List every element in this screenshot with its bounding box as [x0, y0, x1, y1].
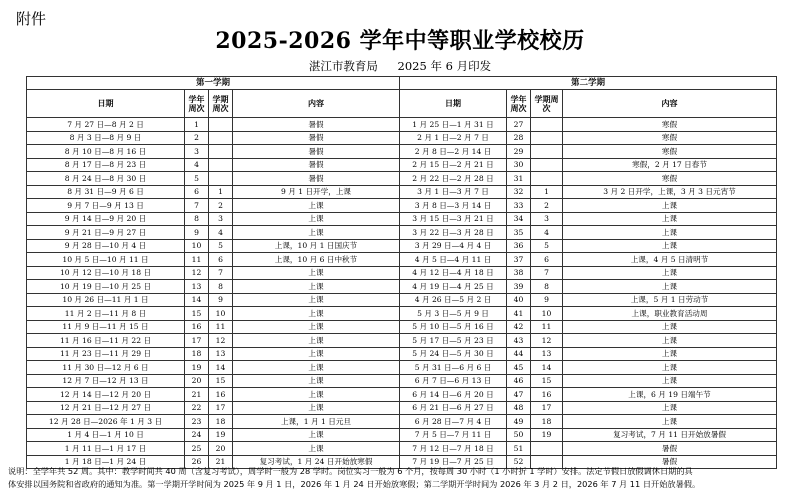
content-cell: 寒假 — [563, 118, 777, 132]
content-cell: 上课 — [233, 280, 400, 294]
school-week-cell: 28 — [507, 131, 531, 145]
column-header-row — [27, 90, 777, 118]
content-cell: 复习考试，1 月 24 日开始放寒假 — [233, 455, 400, 469]
term-week-cell — [531, 118, 563, 132]
content-cell: 上课，10 月 6 日中秋节 — [233, 253, 400, 267]
term-week-cell: 3 — [531, 212, 563, 226]
school-week-cell: 43 — [507, 334, 531, 348]
school-week-cell: 19 — [185, 361, 209, 375]
date-cell: 10 月 26 日—11 月 1 日 — [27, 293, 185, 307]
content-cell: 上课 — [563, 415, 777, 429]
table-row — [27, 131, 777, 145]
date-cell: 8 月 10 日—8 月 16 日 — [27, 145, 185, 159]
date-cell: 3 月 15 日—3 月 21 日 — [400, 212, 507, 226]
term-week-cell: 15 — [531, 374, 563, 388]
school-week-cell: 41 — [507, 307, 531, 321]
date-cell: 12 月 14 日—12 月 20 日 — [27, 388, 185, 402]
table-row — [27, 347, 777, 361]
date-cell: 8 月 31 日—9 月 6 日 — [27, 185, 185, 199]
content-cell: 上课 — [563, 239, 777, 253]
date-cell: 2 月 8 日—2 月 14 日 — [400, 145, 507, 159]
date-cell: 11 月 16 日—11 月 22 日 — [27, 334, 185, 348]
term-week-cell: 7 — [209, 266, 233, 280]
date-cell: 3 月 22 日—3 月 28 日 — [400, 226, 507, 240]
school-week-cell: 44 — [507, 347, 531, 361]
school-week-cell: 24 — [185, 428, 209, 442]
issue-date-text: 2025 年 6 月印发 — [397, 59, 492, 73]
explanation-note — [8, 465, 794, 491]
term-week-cell: 16 — [209, 388, 233, 402]
school-week-cell: 29 — [507, 145, 531, 159]
date-cell: 1 月 11 日—1 月 17 日 — [27, 442, 185, 456]
table-row — [27, 226, 777, 240]
content-cell: 上课 — [233, 347, 400, 361]
date-cell: 6 月 14 日—6 月 20 日 — [400, 388, 507, 402]
table-row — [27, 428, 777, 442]
school-week-cell: 33 — [507, 199, 531, 213]
content-cell: 上课 — [563, 347, 777, 361]
term-week-cell: 8 — [531, 280, 563, 294]
content-cell: 上课，6 月 19 日端午节 — [563, 388, 777, 402]
content-cell: 上课 — [563, 226, 777, 240]
term-week-cell: 15 — [209, 374, 233, 388]
date-cell: 6 月 7 日—6 月 13 日 — [400, 374, 507, 388]
term-week-cell: 4 — [209, 226, 233, 240]
term-week-cell: 18 — [209, 415, 233, 429]
date-cell: 9 月 14 日—9 月 20 日 — [27, 212, 185, 226]
date-cell: 9 月 7 日—9 月 13 日 — [27, 199, 185, 213]
school-week-cell: 17 — [185, 334, 209, 348]
table-row — [27, 118, 777, 132]
term-week-cell — [531, 131, 563, 145]
content-cell: 上课 — [233, 428, 400, 442]
term-week-cell — [209, 172, 233, 186]
term-week-cell: 2 — [209, 199, 233, 213]
date-cell: 9 月 21 日—9 月 27 日 — [27, 226, 185, 240]
page-title: 2025-2026 学年中等职业学校校历 — [215, 28, 585, 54]
date-cell: 8 月 17 日—8 月 23 日 — [27, 158, 185, 172]
term-week-cell: 19 — [531, 428, 563, 442]
content-cell: 上课，职业教育活动周 — [563, 307, 777, 321]
date-cell: 11 月 2 日—11 月 8 日 — [27, 307, 185, 321]
table-row — [27, 442, 777, 456]
date-cell: 8 月 3 日—8 月 9 日 — [27, 131, 185, 145]
school-week-cell: 38 — [507, 266, 531, 280]
school-week-cell: 20 — [185, 374, 209, 388]
school-week-cell: 27 — [507, 118, 531, 132]
content-header: 内容 — [563, 90, 777, 118]
table-row — [27, 307, 777, 321]
date-cell: 3 月 29 日—4 月 4 日 — [400, 239, 507, 253]
term-week-cell: 14 — [209, 361, 233, 375]
term-week-header: 学期周次 — [209, 90, 233, 118]
semester-header-row — [27, 77, 777, 90]
term-week-cell: 18 — [531, 415, 563, 429]
date-cell: 7 月 19 日—7 月 25 日 — [400, 455, 507, 469]
term-week-cell: 3 — [209, 212, 233, 226]
term-week-cell: 6 — [531, 253, 563, 267]
date-cell: 4 月 5 日—4 月 11 日 — [400, 253, 507, 267]
term-week-cell: 4 — [531, 226, 563, 240]
content-cell: 上课 — [563, 212, 777, 226]
term-week-cell — [209, 131, 233, 145]
table-row — [27, 401, 777, 415]
table-row — [27, 185, 777, 199]
date-cell: 11 月 9 日—11 月 15 日 — [27, 320, 185, 334]
table-row — [27, 172, 777, 186]
date-cell: 1 月 4 日—1 月 10 日 — [27, 428, 185, 442]
date-cell: 4 月 19 日—4 月 25 日 — [400, 280, 507, 294]
school-week-cell: 26 — [185, 455, 209, 469]
content-cell: 上课 — [563, 199, 777, 213]
content-cell: 上课 — [233, 307, 400, 321]
school-week-cell: 25 — [185, 442, 209, 456]
term-week-cell: 17 — [209, 401, 233, 415]
table-row — [27, 320, 777, 334]
table-row — [27, 361, 777, 375]
table-row — [27, 415, 777, 429]
school-week-cell: 37 — [507, 253, 531, 267]
term-week-cell: 21 — [209, 455, 233, 469]
table-row — [27, 253, 777, 267]
content-cell: 上课 — [563, 401, 777, 415]
school-week-cell: 35 — [507, 226, 531, 240]
content-cell: 上课 — [233, 320, 400, 334]
table-row — [27, 199, 777, 213]
content-cell: 复习考试，7 月 11 日开始放暑假 — [563, 428, 777, 442]
term-week-cell: 2 — [531, 199, 563, 213]
date-cell: 5 月 3 日—5 月 9 日 — [400, 307, 507, 321]
content-cell: 上课，10 月 1 日国庆节 — [233, 239, 400, 253]
table-row — [27, 145, 777, 159]
content-cell: 暑假 — [233, 131, 400, 145]
table-row — [27, 266, 777, 280]
content-cell: 暑假 — [563, 455, 777, 469]
content-cell: 暑假 — [233, 158, 400, 172]
school-week-cell: 2 — [185, 131, 209, 145]
term-week-cell — [531, 145, 563, 159]
content-cell: 3 月 2 日开学，上课，3 月 3 日元宵节 — [563, 185, 777, 199]
school-week-cell: 39 — [507, 280, 531, 294]
date-cell: 6 月 21 日—6 月 27 日 — [400, 401, 507, 415]
term-week-cell — [531, 158, 563, 172]
note-line: 说明：全学年共 52 周。其中：教学时间共 40 周（含复习考试），周学时一般为 28 学时。岗位实习一般为 6 个月，按每周 30 小时（1 小时折 1 学时）安排。法定节假日放假调休日期的具 — [8, 466, 693, 476]
table-row — [27, 293, 777, 307]
page-subtitle — [0, 58, 800, 74]
date-cell: 11 月 30 日—12 月 6 日 — [27, 361, 185, 375]
table-row — [27, 212, 777, 226]
term-week-cell: 5 — [209, 239, 233, 253]
school-week-cell: 16 — [185, 320, 209, 334]
date-cell: 4 月 12 日—4 月 18 日 — [400, 266, 507, 280]
term-week-cell — [209, 145, 233, 159]
content-cell: 暑假 — [233, 118, 400, 132]
date-cell: 5 月 17 日—5 月 23 日 — [400, 334, 507, 348]
term-week-cell: 10 — [531, 307, 563, 321]
date-cell: 7 月 27 日—8 月 2 日 — [27, 118, 185, 132]
date-cell: 5 月 10 日—5 月 16 日 — [400, 320, 507, 334]
content-cell: 上课 — [233, 293, 400, 307]
school-week-cell: 34 — [507, 212, 531, 226]
term-week-cell: 13 — [531, 347, 563, 361]
issuer-text: 湛江市教育局 — [308, 59, 378, 73]
school-week-cell: 8 — [185, 212, 209, 226]
date-cell: 9 月 28 日—10 月 4 日 — [27, 239, 185, 253]
content-cell: 上课 — [563, 334, 777, 348]
table-row — [27, 158, 777, 172]
date-cell: 12 月 7 日—12 月 13 日 — [27, 374, 185, 388]
table-row — [27, 334, 777, 348]
table-row — [27, 239, 777, 253]
table-row — [27, 388, 777, 402]
date-cell: 1 月 25 日—1 月 31 日 — [400, 118, 507, 132]
school-week-cell: 48 — [507, 401, 531, 415]
date-cell: 7 月 5 日—7 月 11 日 — [400, 428, 507, 442]
school-week-header: 学年周次 — [185, 90, 209, 118]
term-week-cell: 9 — [531, 293, 563, 307]
term-week-cell: 19 — [209, 428, 233, 442]
date-cell: 10 月 12 日—10 月 18 日 — [27, 266, 185, 280]
school-week-cell: 9 — [185, 226, 209, 240]
content-cell: 暑假 — [233, 145, 400, 159]
content-cell: 上课 — [233, 212, 400, 226]
school-week-cell: 14 — [185, 293, 209, 307]
school-week-cell: 18 — [185, 347, 209, 361]
term-week-cell: 14 — [531, 361, 563, 375]
school-calendar-table — [26, 76, 777, 469]
content-cell: 寒假，2 月 17 日春节 — [563, 158, 777, 172]
term-week-cell — [531, 442, 563, 456]
date-cell: 1 月 18 日—1 月 24 日 — [27, 455, 185, 469]
content-cell: 上课 — [233, 374, 400, 388]
content-cell: 9 月 1 日开学，上课 — [233, 185, 400, 199]
term-week-cell: 20 — [209, 442, 233, 456]
content-cell: 上课 — [563, 361, 777, 375]
content-cell: 上课 — [233, 442, 400, 456]
note-line: 体安排以国务院和省政府的通知为准。第一学期开学时间为 2025 年 9 月 1 日，2026 年 1 月 24 日开始放寒假；第二学期开学时间为 2026 年 3 月 2 日，2026 年 7 月 11 日开始放暑假。 — [8, 479, 701, 489]
content-cell: 上课 — [563, 374, 777, 388]
content-cell: 寒假 — [563, 131, 777, 145]
school-week-cell: 15 — [185, 307, 209, 321]
school-week-cell: 3 — [185, 145, 209, 159]
content-cell: 暑假 — [563, 442, 777, 456]
school-week-cell: 1 — [185, 118, 209, 132]
school-week-cell: 50 — [507, 428, 531, 442]
school-week-cell: 32 — [507, 185, 531, 199]
calendar-body — [27, 118, 777, 469]
content-cell: 上课 — [233, 266, 400, 280]
school-week-cell: 40 — [507, 293, 531, 307]
date-cell: 2 月 22 日—2 月 28 日 — [400, 172, 507, 186]
term-week-cell: 10 — [209, 307, 233, 321]
table-row — [27, 280, 777, 294]
content-cell: 上课 — [233, 388, 400, 402]
school-week-cell: 13 — [185, 280, 209, 294]
school-week-cell: 10 — [185, 239, 209, 253]
content-cell: 上课 — [233, 401, 400, 415]
term-week-cell: 12 — [209, 334, 233, 348]
school-week-cell: 51 — [507, 442, 531, 456]
term-week-cell: 5 — [531, 239, 563, 253]
school-week-cell: 7 — [185, 199, 209, 213]
term-week-cell: 13 — [209, 347, 233, 361]
school-week-cell: 31 — [507, 172, 531, 186]
first-semester-header: 第一学期 — [27, 77, 400, 90]
date-cell: 7 月 12 日—7 月 18 日 — [400, 442, 507, 456]
term-week-cell: 9 — [209, 293, 233, 307]
term-week-cell: 11 — [209, 320, 233, 334]
second-semester-header: 第二学期 — [400, 77, 777, 90]
school-week-cell: 47 — [507, 388, 531, 402]
date-cell: 5 月 31 日—6 月 6 日 — [400, 361, 507, 375]
date-cell: 12 月 21 日—12 月 27 日 — [27, 401, 185, 415]
content-cell: 上课，4 月 5 日清明节 — [563, 253, 777, 267]
school-week-cell: 52 — [507, 455, 531, 469]
school-week-cell: 6 — [185, 185, 209, 199]
date-cell: 3 月 8 日—3 月 14 日 — [400, 199, 507, 213]
date-cell: 10 月 19 日—10 月 25 日 — [27, 280, 185, 294]
school-week-header: 学年周次 — [507, 90, 531, 118]
school-week-cell: 11 — [185, 253, 209, 267]
date-cell: 4 月 26 日—5 月 2 日 — [400, 293, 507, 307]
school-week-cell: 36 — [507, 239, 531, 253]
date-cell: 5 月 24 日—5 月 30 日 — [400, 347, 507, 361]
content-cell: 上课 — [233, 199, 400, 213]
content-cell: 暑假 — [233, 172, 400, 186]
content-cell: 上课，1 月 1 日元旦 — [233, 415, 400, 429]
content-cell: 上课 — [233, 334, 400, 348]
term-week-cell — [209, 158, 233, 172]
date-cell: 2 月 1 日—2 月 7 日 — [400, 131, 507, 145]
school-week-cell: 5 — [185, 172, 209, 186]
school-week-cell: 45 — [507, 361, 531, 375]
term-week-cell: 8 — [209, 280, 233, 294]
date-cell: 8 月 24 日—8 月 30 日 — [27, 172, 185, 186]
date-header: 日期 — [400, 90, 507, 118]
content-cell: 上课，5 月 1 日劳动节 — [563, 293, 777, 307]
table-row — [27, 374, 777, 388]
content-cell: 上课 — [563, 266, 777, 280]
term-week-header: 学期周次 — [531, 90, 563, 118]
school-week-cell: 46 — [507, 374, 531, 388]
term-week-cell — [531, 172, 563, 186]
term-week-cell: 6 — [209, 253, 233, 267]
term-week-cell: 1 — [209, 185, 233, 199]
content-cell: 上课 — [233, 361, 400, 375]
date-cell: 6 月 28 日—7 月 4 日 — [400, 415, 507, 429]
date-cell: 2 月 15 日—2 月 21 日 — [400, 158, 507, 172]
content-cell: 上课 — [233, 226, 400, 240]
school-week-cell: 30 — [507, 158, 531, 172]
content-cell: 寒假 — [563, 145, 777, 159]
date-cell: 10 月 5 日—10 月 11 日 — [27, 253, 185, 267]
school-week-cell: 49 — [507, 415, 531, 429]
content-cell: 上课 — [563, 280, 777, 294]
content-cell: 上课 — [563, 320, 777, 334]
term-week-cell: 1 — [531, 185, 563, 199]
school-week-cell: 23 — [185, 415, 209, 429]
term-week-cell: 17 — [531, 401, 563, 415]
term-week-cell: 12 — [531, 334, 563, 348]
term-week-cell — [209, 118, 233, 132]
school-week-cell: 42 — [507, 320, 531, 334]
content-header: 内容 — [233, 90, 400, 118]
date-cell: 11 月 23 日—11 月 29 日 — [27, 347, 185, 361]
school-week-cell: 22 — [185, 401, 209, 415]
term-week-cell: 11 — [531, 320, 563, 334]
school-week-cell: 12 — [185, 266, 209, 280]
attachment-label: 附件 — [16, 10, 47, 28]
school-week-cell: 4 — [185, 158, 209, 172]
school-week-cell: 21 — [185, 388, 209, 402]
content-cell: 寒假 — [563, 172, 777, 186]
term-week-cell: 7 — [531, 266, 563, 280]
term-week-cell: 16 — [531, 388, 563, 402]
date-header: 日期 — [27, 90, 185, 118]
date-cell: 3 月 1 日—3 月 7 日 — [400, 185, 507, 199]
date-cell: 12 月 28 日—2026 年 1 月 3 日 — [27, 415, 185, 429]
